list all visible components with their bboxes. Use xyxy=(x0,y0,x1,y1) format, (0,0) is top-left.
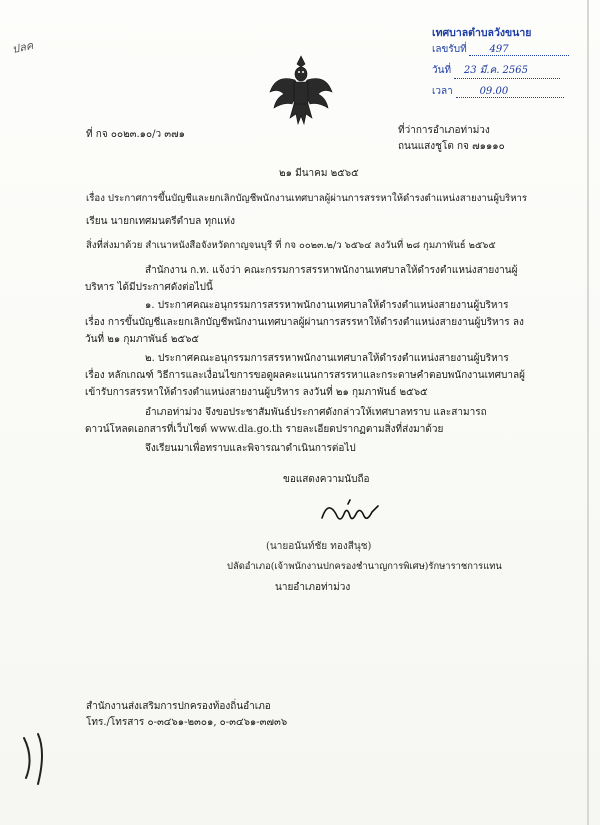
reception-stamp xyxy=(432,24,582,108)
body-paragraph-3: ๒. ประกาศคณะอนุกรรมการสรรหาพนักงานเทศบาลให้ดำรงตำแหน่งสายงานผู้บริหาร เรื่อง หลักเกณฑ์ วิธีการและเงื่อนไขการขอดูผลคะแนนการสรรหาและกระดาษคำตอบพนักงานเทศบาลผู้เข้ารับการสรรหาให้ดำรงตำแหน่งสายงานผู้บริหาร ลงวันที่ ๒๑ กุมภาพันธ์ ๒๕๖๕ xyxy=(85,353,525,398)
footer-department: สำนักงานส่งเสริมการปกครองท้องถิ่นอำเภอ xyxy=(86,701,271,712)
office-address-line1: ที่ว่าการอำเภอท่าม่วง xyxy=(398,125,490,136)
document-number: ที่ กจ ๐๐๒๓.๑๐/ว ๓๗๑ xyxy=(86,129,185,140)
stamp-date: 23 มี.ค. 2565 xyxy=(463,65,528,76)
stamp-org: เทศบาลตำบลวังขนาย xyxy=(432,27,532,39)
stamp-time-label: เวลา xyxy=(432,86,453,97)
recipient-line: เรียน นายกเทศมนตรีตำบล ทุกแห่ง xyxy=(86,216,236,227)
document-date: ๒๑ มีนาคม ๒๕๖๕ xyxy=(279,168,359,179)
signatory-name: (นายอนันท์ชัย ทองสีนุช) xyxy=(266,541,372,552)
enclosure-line: สิ่งที่ส่งมาด้วย สำเนาหนังสือจังหวัดกาญจนบุรี ที่ กจ ๐๐๒๓.๒/ว ๖๕๖๔ ลงวันที่ ๒๘ กุมภาพันธ์ ๒๕๖๕ xyxy=(86,240,496,251)
corner-pen-mark xyxy=(20,728,50,788)
subject-line: เรื่อง ประกาศการขึ้นบัญชีและยกเลิกบัญชีพนักงานเทศบาลผู้ผ่านการสรรหาให้ดำรงตำแหน่งสายงานผู้บริหาร xyxy=(86,193,528,204)
office-address-line2: ถนนแสงชูโต กจ ๗๑๑๑๐ xyxy=(398,141,505,152)
signatory-position: ปลัดอำเภอ(เจ้าพนักงานปกครองชำนาญการพิเศษ)รักษาราชการแทน xyxy=(227,561,502,572)
signatory-title: นายอำเภอท่าม่วง xyxy=(275,582,351,593)
body-paragraph-2: ๑. ประกาศคณะอนุกรรมการสรรหาพนักงานเทศบาลให้ดำรงตำแหน่งสายงานผู้บริหาร เรื่อง การขึ้นบัญชีและยกเลิกบัญชีพนักงานเทศบาลผู้ผ่านการสรรหาให้ดำรงตำแหน่งสายงานผู้บริหาร ลงวันที่ ๒๑ กุมภาพันธ์ ๒๕๖๕ xyxy=(85,300,524,345)
body-paragraph-4: อำเภอท่าม่วง จึงขอประชาสัมพันธ์ประกาศดังกล่าวให้เทศบาลทราบ และสามารถดาวน์โหลดเอกสารที่เว็บไซต์ www.dla.go.th รายละเอียดปรากฏตามสิ่งที่ส่งมาด้วย xyxy=(85,407,487,435)
footer-phone: โทร./โทรสาร ๐-๓๔๖๑-๒๓๐๑, ๐-๓๔๖๑-๓๗๓๖ xyxy=(86,717,288,728)
body-paragraph-5: จึงเรียนมาเพื่อทราบและพิจารณาดำเนินการต่อไป xyxy=(145,443,356,454)
stamp-recv-no-label: เลขรับที่ xyxy=(432,44,467,55)
margin-handwritten-note: ปลค xyxy=(10,38,35,57)
stamp-time: 09.00 xyxy=(479,86,509,97)
garuda-emblem-icon xyxy=(268,52,334,128)
body-paragraph-1: สำนักงาน ก.ท. แจ้งว่า คณะกรรมการสรรหาพนักงานเทศบาลให้ดำรงตำแหน่งสายงานผู้บริหาร ได้มีประกาศดังต่อไปนี้ xyxy=(85,265,518,293)
stamp-recv-no: 497 xyxy=(489,44,509,55)
stamp-date-label: วันที่ xyxy=(432,65,452,76)
handwritten-signature xyxy=(318,496,388,530)
closing-text: ขอแสดงความนับถือ xyxy=(283,474,370,485)
